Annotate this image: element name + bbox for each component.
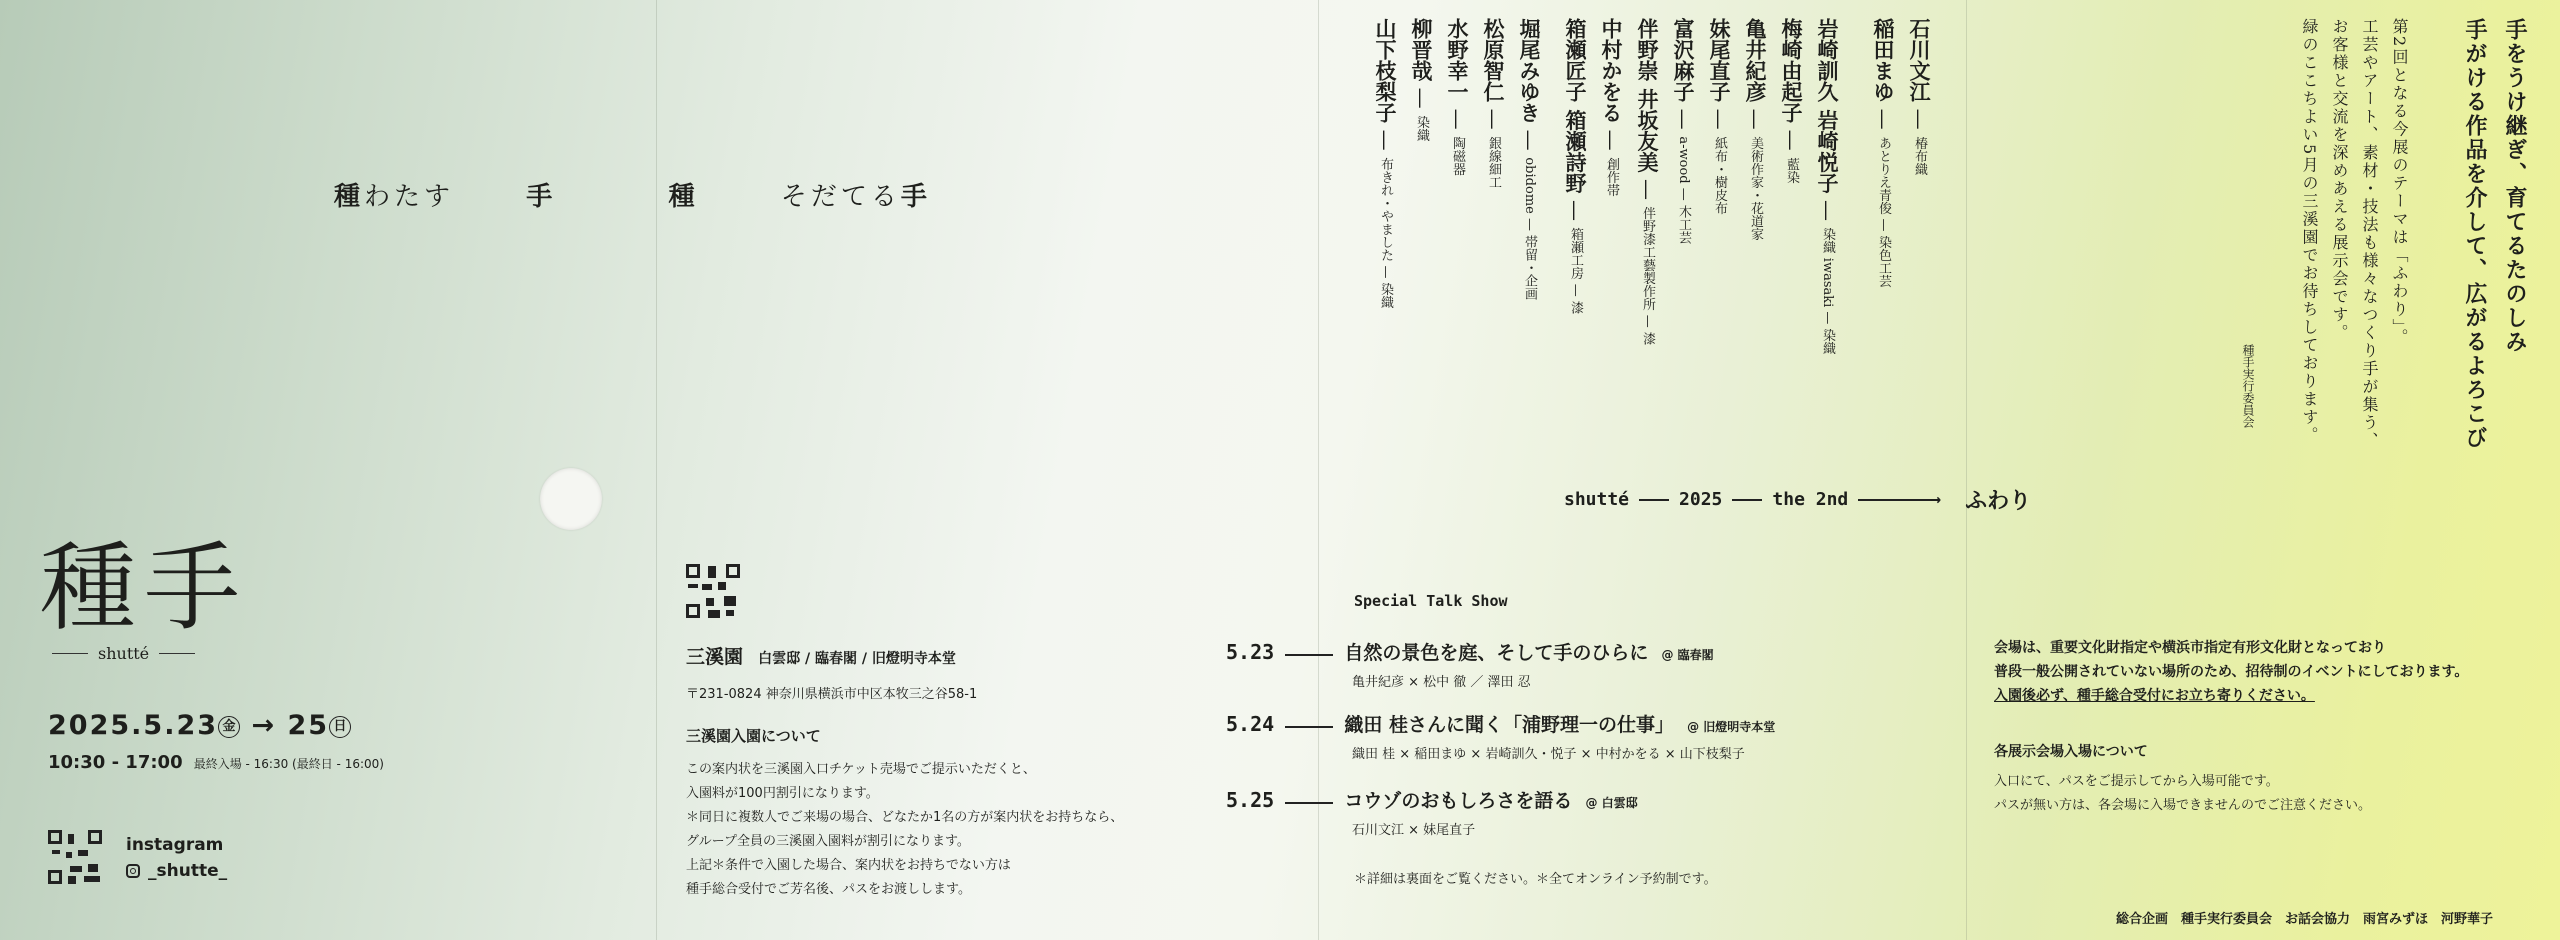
- artist-col-14: 柳晋哉 — 染織: [1409, 18, 1434, 142]
- tagline-hand-2: 手: [900, 182, 931, 212]
- artist-name: 堀尾みゆき: [1517, 18, 1542, 123]
- hours-text: 10:30 - 17:00: [48, 752, 183, 773]
- talk-heading: Special Talk Show: [1354, 592, 1508, 610]
- artist-name: 伴野崇 井坂友美: [1635, 18, 1660, 173]
- artist-craft: 布きれ・やました — 染織: [1378, 157, 1393, 309]
- artist-craft: 美術作家・花道家: [1748, 136, 1763, 241]
- instagram-qr-code[interactable]: [48, 830, 102, 884]
- artist-name: 水野幸一: [1445, 18, 1470, 102]
- artist-craft: 銀線細工: [1486, 136, 1501, 189]
- notice-line: 会場は、重要文化財指定や横浜市指定有形文化財となっており: [1994, 640, 2386, 656]
- talk-item: [1226, 786, 1638, 838]
- admission-heading: 各展示会場入場について: [1994, 744, 2148, 760]
- notice-line: 普段一般公開されていない場所のため、招待制のイベントにしております。: [1994, 664, 2469, 680]
- admission-line: パスが無い方は、各会場に入場できませんのでご注意ください。: [1994, 798, 2372, 813]
- entry-line: グループ全員の三溪園入園料が割引になります。: [686, 834, 970, 849]
- entry-info: [686, 724, 1123, 902]
- entry-line: ＊同日に複数人でご来場の場合、どなたか1名の方が案内状をお持ちなら、: [686, 810, 1124, 825]
- talk-date: 5.23: [1226, 640, 1275, 664]
- intro-body: 緑のここちよい5月の三溪園でお待ちしております。: [2300, 18, 2319, 445]
- talk-item: [1226, 638, 1714, 690]
- tagline-seed-1: 種: [334, 182, 365, 212]
- artist-col-1: 石川文江 — 椿布織: [1907, 18, 1932, 176]
- instagram-icon[interactable]: [126, 864, 140, 878]
- venue-qr-code[interactable]: [686, 564, 740, 618]
- punch-hole: [540, 468, 602, 530]
- artist-name: 亀井紀彦: [1743, 18, 1768, 102]
- date-start: 2025.5.23: [48, 710, 219, 741]
- artist-craft: あとりえ青俊 — 染色工芸: [1876, 136, 1891, 288]
- event-hours: [48, 752, 384, 773]
- artist-col-6: 妹尾直子 — 紙布・樹皮布: [1707, 18, 1732, 215]
- theme-arrow: →: [1930, 489, 1942, 510]
- venue-name: 三溪園: [686, 646, 744, 668]
- artist-col-5: 亀井紀彦 — 美術作家・花道家: [1743, 18, 1768, 241]
- artist-col-15: 山下枝梨子 — 布きれ・やました — 染織: [1373, 18, 1398, 309]
- credits: 総合企画 種手実行委員会 お話会協力 雨宮みずほ 河野華子: [2116, 912, 2494, 927]
- artist-name: 山下枝梨子: [1373, 18, 1398, 123]
- venue-address: 〒231-0824 神奈川県横浜市中区本牧三之谷58-1: [686, 687, 978, 702]
- admission-line: 入口にて、パスをご提示してから入場可能です。: [1994, 774, 2279, 789]
- artist-craft: 箱瀬工房 — 漆: [1568, 227, 1583, 314]
- admission-block: [1994, 740, 2371, 818]
- logo-kanji: 種手: [40, 532, 248, 644]
- intro-body: お客様と交流を深めあえる展示会です。: [2330, 18, 2349, 342]
- talk-title: 自然の景色を庭、そして手のひらに: [1344, 642, 1649, 664]
- venue-halls: 白雲邸 / 臨春閣 / 旧燈明寺本堂: [758, 651, 956, 667]
- entry-line: 入園料が100円割引になります。: [686, 786, 879, 801]
- artist-name: 箱瀬匠子 箱瀬詩野: [1563, 18, 1588, 194]
- entry-line: 種手総合受付でご芳名後、パスをお渡しします。: [686, 882, 971, 897]
- logo-sub-text: shutté: [98, 644, 150, 663]
- logo: [40, 532, 248, 663]
- artist-craft: obidome — 帯留・企画: [1522, 157, 1537, 301]
- talk-place: @ 旧燈明寺本堂: [1687, 720, 1776, 734]
- notice-line-emphasis: 入園後必ず、種手総合受付にお立ち寄りください。: [1994, 688, 2315, 704]
- artist-col-13: 水野幸一 — 陶磁器: [1445, 18, 1470, 176]
- artist-col-4: 梅崎由起子 — 藍染: [1779, 18, 1804, 184]
- tagline: [334, 176, 931, 213]
- event-dates: [48, 710, 351, 741]
- talk-people: 亀井紀彦 × 松中 徹 ／ 澤田 忍: [1352, 675, 1531, 690]
- day-badge-sun: 日: [329, 716, 351, 738]
- artist-col-9: 中村かをる — 創作帯: [1599, 18, 1624, 197]
- artist-name: 岩崎訓久 岩崎悦子: [1815, 18, 1840, 194]
- artist-col-2: 稲田まゆ — あとりえ青俊 — 染色工芸: [1871, 18, 1896, 288]
- instagram-block: [126, 832, 227, 884]
- theme-line: [1564, 484, 2031, 515]
- talk-item: [1226, 710, 1775, 762]
- artist-col-12: 松原智仁 — 銀線細工: [1481, 18, 1506, 189]
- tagline-sodateru: そだてる: [780, 182, 901, 212]
- artist-name: 石川文江: [1907, 18, 1932, 102]
- tagline-hand-1: 手: [526, 182, 557, 212]
- artist-craft: 藍染: [1784, 157, 1799, 184]
- artist-name: 富沢麻子: [1671, 18, 1696, 102]
- artist-name: 妹尾直子: [1707, 18, 1732, 102]
- day-badge-fri: 金: [218, 716, 240, 738]
- intro-lead-2: 手がける作品を介して、広がるよろこび: [2462, 18, 2488, 450]
- entry-line: 上記＊条件で入園した場合、案内状をお持ちでない方は: [686, 858, 1011, 873]
- theme-word: ふわり: [1965, 488, 2032, 514]
- artist-col-8: 伴野崇 井坂友美 — 伴野漆工藝製作所 — 漆: [1635, 18, 1660, 345]
- talk-date: 5.25: [1226, 788, 1275, 812]
- tagline-watasu: わたす: [364, 182, 455, 212]
- talk-note: ＊詳細は裏面をご覧ください。＊全てオンライン予約制です。: [1354, 872, 1717, 887]
- entry-line: この案内状を三溪園入口チケット売場でご提示いただくと、: [686, 762, 1036, 777]
- artist-name: 松原智仁: [1481, 18, 1506, 102]
- artist-craft: 紙布・樹皮布: [1712, 136, 1727, 215]
- artist-craft: 染織: [1414, 115, 1429, 142]
- artist-col-7: 富沢麻子 — a-wood — 木工芸: [1671, 18, 1696, 244]
- logo-sub: [52, 644, 248, 663]
- notice-block: [1994, 636, 2468, 708]
- artist-craft: 創作帯: [1604, 157, 1619, 197]
- theme-edition: the 2nd: [1772, 489, 1849, 510]
- intro-lead-1: 手をうけ継ぎ、育てるたのしみ: [2502, 18, 2528, 354]
- talk-date: 5.24: [1226, 712, 1275, 736]
- fold-line: [656, 0, 657, 940]
- artist-craft: a-wood — 木工芸: [1676, 136, 1691, 244]
- date-arrow: →: [251, 710, 277, 741]
- intro-body: 工芸やアート、素材・技法も様々なつくり手が集う、: [2360, 18, 2379, 450]
- hours-note: 最終入場 - 16:30 (最終日 - 16:00): [193, 757, 384, 771]
- intro-sign: 種手実行委員会: [2241, 344, 2255, 428]
- theme-year: 2025: [1679, 489, 1723, 510]
- artist-name: 中村かをる: [1599, 18, 1624, 123]
- talk-people: 石川文江 × 妹尾直子: [1352, 823, 1476, 838]
- fold-line: [1966, 0, 1967, 940]
- talk-title: 織田 桂さんに聞く「浦野理一の仕事」: [1344, 714, 1674, 736]
- talk-people: 織田 桂 × 稲田まゆ × 岩崎訓久・悦子 × 中村かをる × 山下枝梨子: [1352, 747, 1745, 762]
- instagram-label: instagram: [126, 835, 224, 855]
- artist-col-10: 箱瀬匠子 箱瀬詩野 — 箱瀬工房 — 漆: [1563, 18, 1588, 314]
- instagram-handle[interactable]: _shutte_: [148, 861, 228, 881]
- artist-name: 梅崎由起子: [1779, 18, 1804, 123]
- date-end: 25: [287, 710, 330, 741]
- intro-body: 第2回となる今展のテーマは「ふわり」。: [2390, 18, 2409, 347]
- talk-title: コウゾのおもしろさを語る: [1344, 790, 1573, 812]
- entry-heading: 三溪園入園について: [686, 727, 821, 745]
- artist-craft: 椿布織: [1912, 136, 1927, 176]
- artist-col-11: 堀尾みゆき — obidome — 帯留・企画: [1517, 18, 1542, 301]
- tagline-seed-2: 種: [668, 182, 699, 212]
- artist-name: 柳晋哉: [1409, 18, 1434, 81]
- artist-craft: 染織 iwasaki — 染織: [1820, 227, 1835, 355]
- talk-place: @ 臨春閣: [1661, 648, 1714, 662]
- artist-craft: 伴野漆工藝製作所 — 漆: [1640, 206, 1655, 345]
- artist-col-3: 岩崎訓久 岩崎悦子 — 染織 iwasaki — 染織: [1815, 18, 1840, 355]
- theme-brand: shutté: [1564, 489, 1630, 510]
- talk-place: @ 白雲邸: [1585, 796, 1638, 810]
- artist-name: 稲田まゆ: [1871, 18, 1896, 102]
- artist-craft: 陶磁器: [1450, 136, 1465, 176]
- venue-block: [686, 642, 977, 702]
